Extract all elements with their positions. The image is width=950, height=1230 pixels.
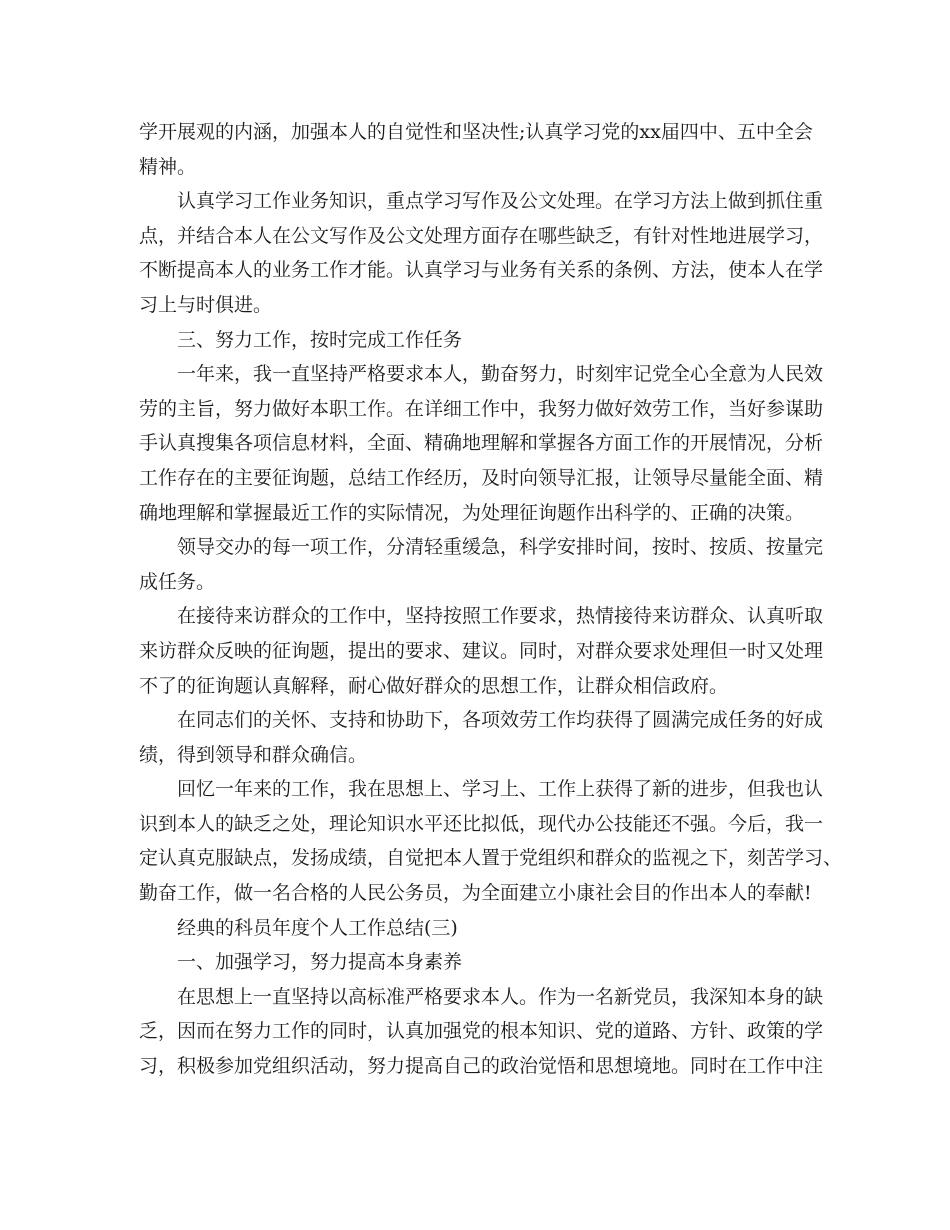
text-line: 三、努力工作，按时完成工作任务 [177, 328, 463, 351]
paragraph [139, 530, 824, 599]
text-line: 领导交办的每一项工作，分清轻重缓急，科学安排时间，按时、按质、按量完 [177, 536, 824, 559]
text-line: 绩，得到领导和群众确信。 [139, 743, 368, 766]
section-heading [139, 945, 819, 980]
text-line: 劳的主旨，努力做好本职工作。在详细工作中，我努力做好效劳工作，当好参谋助 [139, 397, 824, 420]
text-line: 来访群众反映的征询题，提出的要求、建议。同时，对群众要求处理但一时又处理 [139, 639, 824, 662]
paragraph [139, 115, 819, 184]
text-line: 不断提高本人的业务工作才能。认真学习与业务有关系的条例、方法，使本人在学 [139, 259, 824, 282]
paragraph [139, 772, 843, 910]
paragraph [139, 357, 824, 530]
text-line: 在思想上一直坚持以高标准严格要求本人。作为一名新党员，我深知本身的缺 [177, 985, 824, 1008]
text-line: 在接待来访群众的工作中，坚持按照工作要求，热情接待来访群众、认真听取 [177, 605, 824, 628]
text-line: 识到本人的缺乏之处，理论知识水平还比拟低，现代办公技能还不强。今后，我一 [139, 812, 824, 835]
section-heading [139, 323, 819, 358]
section-title [139, 911, 819, 946]
document-body [139, 115, 843, 1084]
text-line: 点，并结合本人在公文写作及公文处理方面存在哪些缺乏，有针对性地进展学习， [139, 224, 824, 247]
text-line: 工作存在的主要征询题，总结工作经历，及时向领导汇报，让领导尽量能全面、精 [139, 466, 824, 489]
text-line: 勤奋工作，做一名合格的人民公务员，为全面建立小康社会目的作出本人的奉献! [139, 882, 812, 905]
text-line: 习上与时俱进。 [139, 293, 273, 316]
text-line: 在同志们的关怀、支持和协助下，各项效劳工作均获得了圆满完成任务的好成 [177, 709, 824, 732]
paragraph [139, 980, 824, 1084]
text-line: 回忆一年来的工作，我在思想上、学习上、工作上获得了新的进步，但我也认 [177, 778, 824, 801]
text-line: 一年来，我一直坚持严格要求本人，勤奋努力，时刻牢记党全心全意为人民效 [177, 363, 824, 386]
text-line: 不了的征询题认真解释，耐心做好群众的思想工作，让群众相信政府。 [139, 674, 729, 697]
text-line: 精神。 [139, 155, 197, 178]
text-line: 成任务。 [139, 570, 216, 593]
text-line: 习，积极参加党组织活动，努力提高自己的政治觉悟和思想境地。同时在工作中注 [139, 1055, 824, 1078]
text-line: 认真学习工作业务知识，重点学习写作及公文处理。在学习方法上做到抓住重 [177, 190, 824, 213]
paragraph [139, 599, 824, 703]
text-line: 确地理解和掌握最近工作的实际情况，为处理征询题作出科学的、正确的决策。 [139, 501, 805, 524]
text-line: 手认真搜集各项信息材料，全面、精确地理解和掌握各方面工作的开展情况，分析 [139, 432, 824, 455]
text-line: 定认真克服缺点，发扬成绩，自觉把本人置于党组织和群众的监视之下，刻苦学习、 [139, 847, 843, 870]
text-line: 乏，因而在努力工作的同时，认真加强党的根本知识、党的道路、方针、政策的学 [139, 1020, 824, 1043]
text-line: 学开展观的内涵，加强本人的自觉性和坚决性;认真学习党的xx届四中、五中全会 [139, 121, 813, 143]
paragraph [139, 184, 824, 322]
paragraph [139, 703, 824, 772]
text-line: 经典的科员年度个人工作总结(三) [177, 916, 458, 939]
text-line: 一、加强学习，努力提高本身素养 [177, 951, 463, 974]
